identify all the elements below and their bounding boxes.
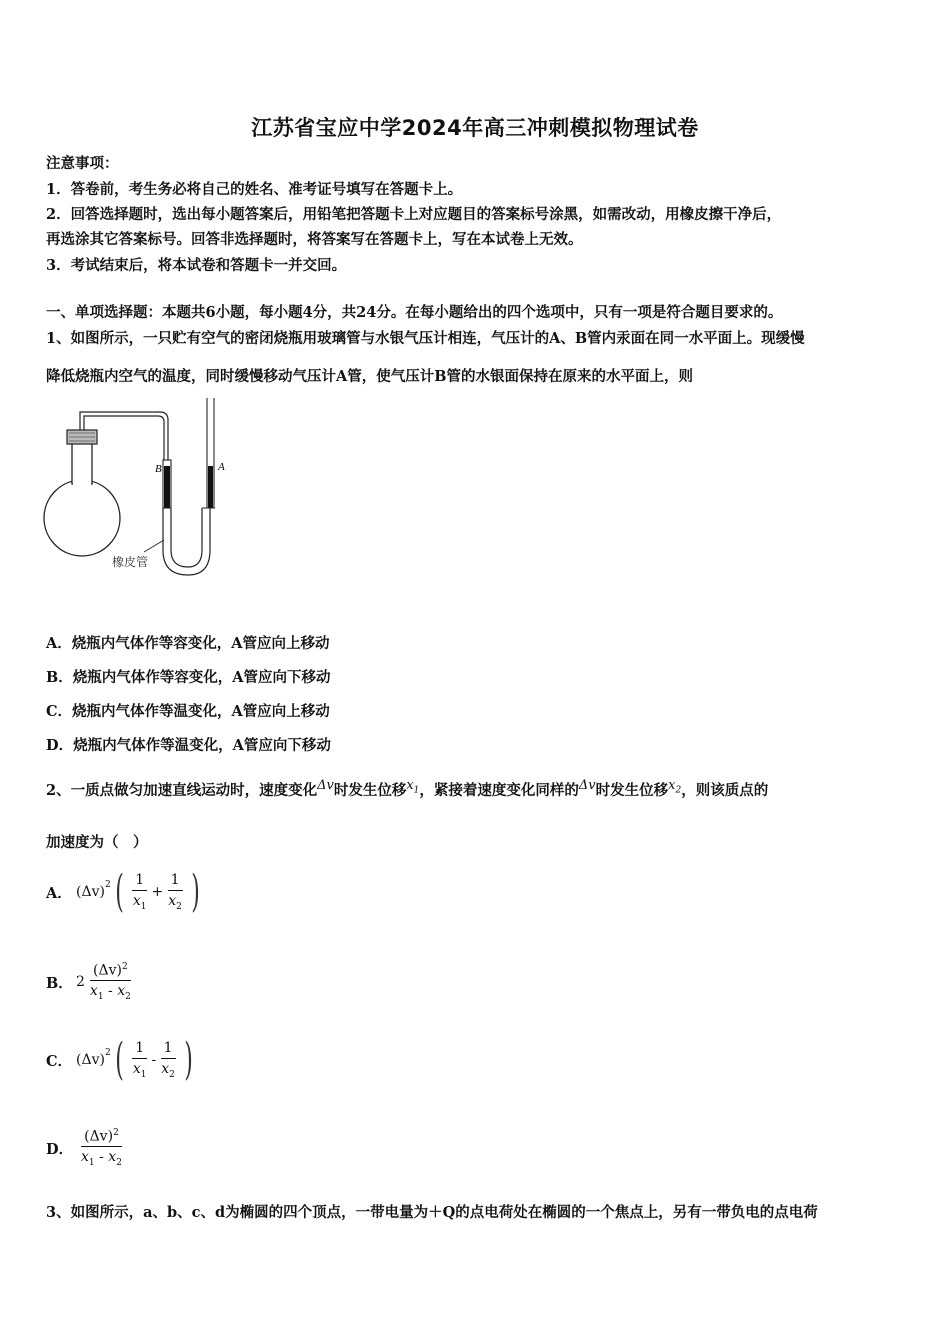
q2-text-seg1: 2、一质点做匀加速直线运动时，速度变化 <box>46 781 318 799</box>
q2-text-seg4: 时发生位移 <box>595 781 669 799</box>
q1-option-a[interactable]: A．烧瓶内气体作等容变化，A管应向上移动 <box>46 635 330 652</box>
rubber-tube <box>163 508 210 575</box>
notice-item-1: 1．答卷前，考生务必将自己的姓名、准考证号填写在答题卡上。 <box>46 181 463 198</box>
option-b-formula: 2 $\frac{(\Delta v)^2}{x_1 - x_2}$ <box>76 961 131 1003</box>
section-heading: 一、单项选择题：本题共6小题，每小题4分，共24分。在每小题给出的四个选项中，只有一项是符合题目要求的。 <box>46 304 783 321</box>
q2-delta-v-1: Δv <box>317 778 334 793</box>
label-b: B <box>155 463 162 475</box>
label-rubber-tube: 橡皮管 <box>112 555 149 569</box>
q2-option-b[interactable] <box>46 952 136 1012</box>
page-title: 江苏省宝应中学2024年高三冲刺模拟物理试卷 <box>251 116 699 140</box>
option-c-formula: (Δv) $^2$ ( $\frac{1}{x_1}$ - $\frac{1}{x_2}$ ) <box>76 1034 193 1085</box>
q2-x2: x2 <box>668 778 682 796</box>
flask-neck <box>72 442 92 484</box>
notice-item-2: 2．回答选择题时，选出每小题答案后，用铅笔把答题卡上对应题目的答案标号涂黑，如需改动，用橡皮擦干净后， <box>46 206 782 223</box>
q1-option-c[interactable]: C．烧瓶内气体作等温变化，A管应向上移动 <box>46 703 330 720</box>
q2-x1: x1 <box>406 778 420 796</box>
notice-item-3: 3．考试结束后，将本试卷和答题卡一并交回。 <box>46 257 347 274</box>
option-d-label: D． <box>46 1140 74 1158</box>
option-c-label: C． <box>46 1052 73 1070</box>
option-d-formula: $\frac{(\Delta v)^2}{x_1 - x_2}$ <box>81 1127 122 1169</box>
option-b-label: B． <box>46 974 73 992</box>
q1-option-b[interactable]: B．烧瓶内气体作等容变化，A管应向下移动 <box>46 669 331 686</box>
q2-stem-line1 <box>46 778 768 800</box>
q2-text-seg5: ，则该质点的 <box>681 781 769 799</box>
flask-manometer-figure <box>40 390 250 590</box>
q1-stem-line1: 1、如图所示，一只贮有空气的密闭烧瓶用玻璃管与水银气压计相连，气压计的A、B管内汞面在同一水平面上。现缓慢 <box>46 330 805 347</box>
q2-delta-v-2: Δv <box>578 778 596 793</box>
notice-heading: 注意事项： <box>46 155 119 172</box>
q2-stem-line2: 加速度为（ ） <box>46 834 148 851</box>
mercury-b <box>164 466 170 508</box>
q3-stem-line1: 3、如图所示，a、b、c、d为椭圆的四个顶点，一带电量为＋Q的点电荷处在椭圆的一个焦点上，另有一带负电的点电荷 <box>46 1204 818 1221</box>
notice-item-2-cont: 再选涂其它答案标号。回答非选择题时，将答案写在答题卡上，写在本试卷上无效。 <box>46 231 583 248</box>
q1-stem-line2: 降低烧瓶内空气的温度，同时缓慢移动气压计A管，使气压计B管的水银面保持在原来的水平面上，则 <box>46 368 694 385</box>
q2-option-d[interactable] <box>46 1118 127 1178</box>
mercury-a <box>208 466 213 508</box>
option-a-label: A． <box>46 884 72 902</box>
q2-option-a[interactable] <box>46 862 204 922</box>
label-a: A <box>218 461 225 473</box>
flask-bulb <box>44 480 120 556</box>
q2-option-c[interactable] <box>46 1030 197 1090</box>
q2-text-seg2: 时发生位移 <box>333 781 407 799</box>
q1-option-d[interactable]: D．烧瓶内气体作等温变化，A管应向下移动 <box>46 737 331 754</box>
q2-text-seg3: ，紧接着速度变化同样的 <box>419 781 579 799</box>
option-a-formula: (Δv) $^2$ ( $\frac{1}{x_1}$ + $\frac{1}{x_2}$ ) <box>76 866 200 917</box>
